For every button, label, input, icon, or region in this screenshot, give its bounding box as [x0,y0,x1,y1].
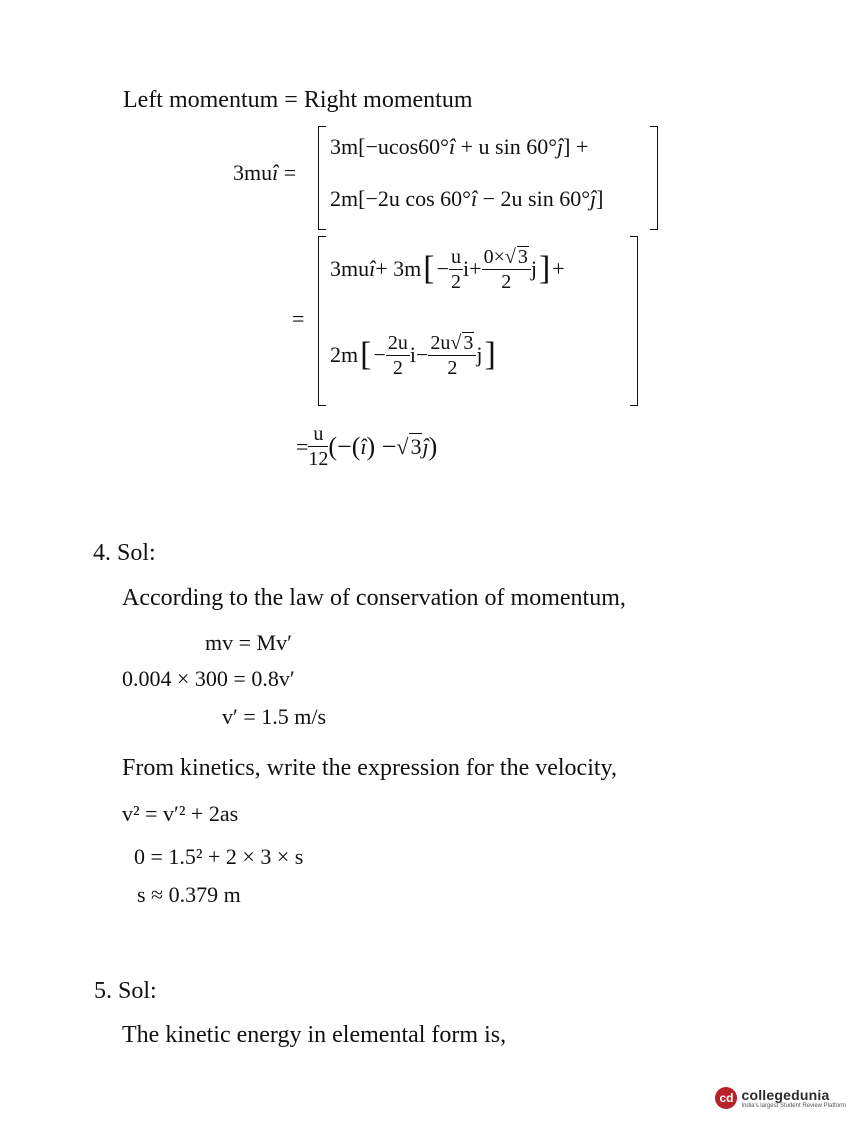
big-bracket-left-2 [318,236,326,406]
sol5-intro: The kinetic energy in elemental form is, [122,1022,507,1048]
sol4-heading: 4. Sol: [93,540,156,566]
sol4-line-mv: mv = Mv′ [205,630,292,655]
matrix-row-1: 3m[−ucos60°î + u sin 60°ĵ] + [330,134,589,159]
sol5-heading: 5. Sol: [94,978,157,1004]
eq3-row-1: 3mu î + 3m [ − $\frac{u}{2}$ i + $\frac{0\times√ 3}{2}$ j ] + [330,245,565,293]
sol4-kinetics-intro: From kinetics, write the expression for the velocity, [122,755,617,781]
sol4-line-substitution: 0 = 1.5² + 2 × 3 × s [134,844,304,869]
matrix-row-2: 2m[−2u cos 60°î − 2u sin 60°ĵ] [330,186,604,211]
fraction-u-over-2: $\frac{u}{2}$ [451,245,462,293]
equation-momentum-balance: Left momentum = Right momentum [123,87,473,113]
sol4-line-answer: s ≈ 0.379 m [137,882,241,907]
fraction-0-root3-over-2: $\frac{0\times√ 3}{2}$ [482,246,531,292]
fraction-2u-over-2: $\frac{2u}{2}$ [387,331,408,379]
big-bracket-right [650,126,658,230]
equation-lhs-3mui: 3muî = [233,160,297,185]
equation-result: = $\frac{u}{12}$ (−( î ) − √ 3 ĵ ) [296,423,438,470]
big-bracket-right-2 [630,236,638,406]
sol4-intro: According to the law of conservation of momentum, [122,585,626,611]
sol4-line-kinematic: v² = v′² + 2as [122,801,239,826]
logo-mark-icon: cd [715,1087,737,1109]
fraction-2u-root3-over-2: $\frac{2u√ 3}{2}$ [428,332,476,378]
equation-eq3-equals: = [292,306,305,331]
fraction-u-over-12: $\frac{u}{12}$ [308,423,329,470]
sol4-line-numbers: 0.004 × 300 = 0.8v′ [122,666,295,691]
sol4-line-velocity: v′ = 1.5 m/s [222,704,327,729]
collegedunia-logo: cd collegedunia India's largest Student Review Platform [715,1087,846,1109]
eq3-row-2: 2m [ − $\frac{2u}{2}$ i − $\frac{2u√ 3}{2}$ j ] [330,331,496,379]
big-bracket-left [318,126,326,230]
